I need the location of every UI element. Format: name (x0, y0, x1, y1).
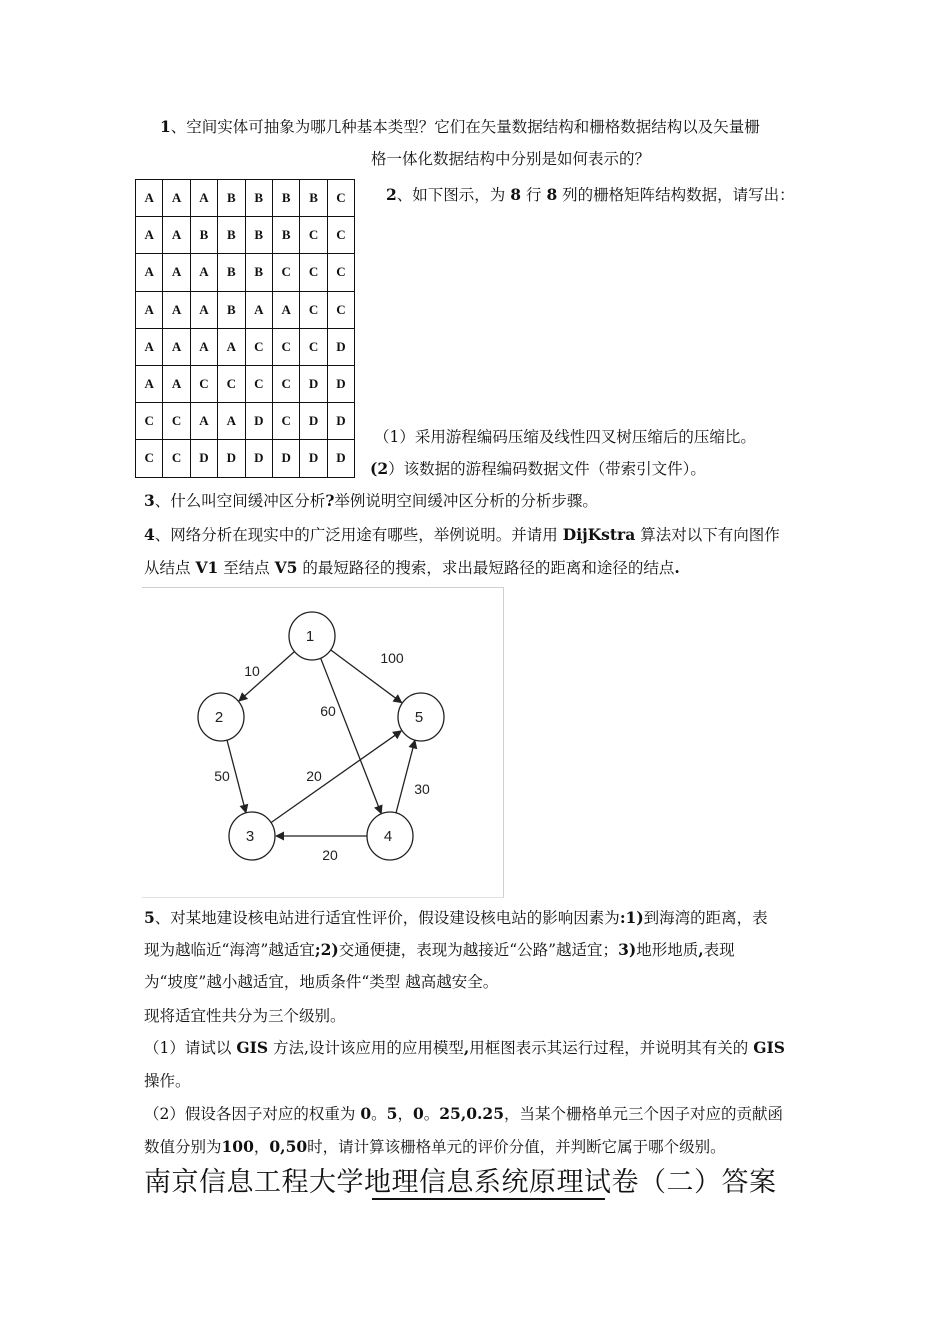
q4-line2: 从结点 V1 至结点 V5 的最短路径的搜索，求出最短路径的距离和途径的结点. (144, 558, 680, 577)
q2-intro: 2、如下图示，为 8 行 8 列的栅格矩阵结构数据，请写出： (386, 185, 795, 204)
grid-cell: A (190, 180, 217, 217)
grid-cell: D (327, 365, 354, 402)
grid-cell: C (327, 217, 354, 254)
q5-line3: 为“坡度”越小越适宜，地质条件“类型 越高越安全。 (144, 973, 499, 991)
grid-cell: C (300, 291, 327, 328)
grid-cell: C (327, 291, 354, 328)
q5-part2-line2: 数值分别为100，0,50时，请计算该栅格单元的评价分值，并判断它属于哪个级别。 (144, 1137, 726, 1156)
grid-cell: A (190, 328, 217, 365)
grid-row (136, 254, 355, 291)
grid-cell: A (136, 254, 163, 291)
grid-cell: B (245, 254, 272, 291)
grid-cell: D (327, 440, 354, 477)
grid-cell: B (272, 217, 299, 254)
grid-cell: B (190, 217, 217, 254)
q5-number: 5 (144, 908, 155, 927)
grid-row (136, 365, 355, 402)
grid-cell: C (245, 365, 272, 402)
grid-row (136, 180, 355, 217)
graph-node-label: 1 (305, 628, 315, 645)
grid-cell: B (300, 180, 327, 217)
grid-cell: A (272, 291, 299, 328)
grid-cell: A (136, 365, 163, 402)
grid-cell: C (272, 403, 299, 440)
grid-row (136, 217, 355, 254)
q5-part2-line1: （2）假设各因子对应的权重为 0。5，0。25,0.25，当某个栅格单元三个因子对应的贡献函 (144, 1104, 783, 1123)
grid-cell: B (245, 217, 272, 254)
grid-cell: C (245, 328, 272, 365)
q1-line2: 格一体化数据结构中分别是如何表示的？ (371, 150, 651, 168)
grid-cell: A (190, 254, 217, 291)
edge-weight-label: 20 (322, 847, 338, 863)
grid-cell: B (218, 254, 245, 291)
grid-cell: D (300, 365, 327, 402)
graph-node-label: 3 (245, 828, 255, 845)
graph-edge-4-5 (396, 740, 415, 814)
q1-number: 1 (160, 117, 171, 136)
grid-cell: A (163, 254, 190, 291)
q5-part1-line2: 操作。 (144, 1072, 191, 1090)
grid-cell: C (136, 440, 163, 477)
grid-cell: C (300, 217, 327, 254)
edge-weight-label: 60 (320, 703, 336, 719)
grid-cell: C (272, 328, 299, 365)
grid-cell: A (190, 291, 217, 328)
grid-cell: B (245, 180, 272, 217)
grid-cell: D (272, 440, 299, 477)
grid-cell: C (190, 365, 217, 402)
grid-cell: C (136, 403, 163, 440)
grid-cell: D (190, 440, 217, 477)
grid-cell: C (272, 365, 299, 402)
grid-cell: A (136, 328, 163, 365)
graph-node-label: 4 (383, 828, 393, 845)
grid-cell: A (163, 291, 190, 328)
q4-line1: 4、网络分析在现实中的广泛用途有哪些，举例说明。并请用 DijKstra 算法对以下有向图作 (144, 525, 780, 544)
grid-cell: B (272, 180, 299, 217)
q5-line2: 现为越临近“海湾”越适宜;2)交通便捷，表现为越接近“公路”越适宜；3)地形地质,表现 (144, 940, 735, 959)
edge-weight-label: 50 (214, 768, 230, 784)
grid-cell: D (245, 440, 272, 477)
q5-line4: 现将适宜性共分为三个级别。 (144, 1007, 346, 1025)
grid-cell: C (327, 180, 354, 217)
grid-cell: C (163, 440, 190, 477)
grid-cell: A (163, 328, 190, 365)
grid-cell: A (163, 180, 190, 217)
q2-sub2: (2）该数据的游程编码数据文件（带索引文件）。 (370, 459, 706, 478)
q3-text: 3、什么叫空间缓冲区分析?举例说明空间缓冲区分析的分析步骤。 (144, 491, 598, 510)
q5-part1-line1: （1）请试以 GIS 方法,设计该应用的应用模型,用框图表示其运行过程，并说明其有关的 GIS (144, 1038, 785, 1057)
graph-node-label: 5 (414, 709, 424, 726)
grid-cell: C (272, 254, 299, 291)
grid-row (136, 291, 355, 328)
q1-line1: 1、空间实体可抽象为哪几种基本类型？它们在矢量数据结构和栅格数据结构以及矢量栅 (160, 117, 760, 136)
grid-cell: C (218, 365, 245, 402)
grid-cell: A (190, 403, 217, 440)
directed-graph (142, 588, 503, 897)
answer-title: 南京信息工程大学地理信息系统原理试卷（二）答案 (144, 1167, 777, 1198)
grid-cell: C (163, 403, 190, 440)
q5-line1: 5、对某地建设核电站进行适宜性评价，假设建设核电站的影响因素为:1)到海湾的距离，表 (144, 908, 768, 927)
grid-cell: A (136, 291, 163, 328)
grid-cell: D (327, 328, 354, 365)
q3-number: 3 (144, 491, 155, 510)
edge-weight-label: 30 (414, 781, 430, 797)
grid-cell: C (300, 254, 327, 291)
q4-number: 4 (144, 525, 155, 544)
directed-graph-figure (142, 587, 504, 898)
graph-edge-3-5 (271, 731, 402, 823)
grid-cell: B (218, 217, 245, 254)
grid-cell: A (218, 403, 245, 440)
grid-row (136, 328, 355, 365)
grid-cell: D (300, 403, 327, 440)
grid-cell: A (163, 217, 190, 254)
grid-cell: A (136, 180, 163, 217)
grid-row (136, 403, 355, 440)
grid-cell: B (218, 180, 245, 217)
edge-weight-label: 100 (380, 650, 404, 666)
edge-weight-label: 20 (306, 768, 322, 784)
grid-cell: D (218, 440, 245, 477)
grid-cell: D (300, 440, 327, 477)
grid-cell: A (218, 328, 245, 365)
raster-grid (135, 179, 355, 478)
title-underline (372, 1198, 605, 1200)
q2-sub1: （1）采用游程编码压缩及线性四叉树压缩后的压缩比。 (374, 428, 756, 446)
grid-cell: A (136, 217, 163, 254)
grid-cell: D (327, 403, 354, 440)
grid-cell: B (218, 291, 245, 328)
q2-number: 2 (386, 185, 397, 204)
grid-cell: C (327, 254, 354, 291)
grid-row (136, 440, 355, 477)
edge-weight-label: 10 (244, 663, 260, 679)
grid-cell: C (300, 328, 327, 365)
grid-cell: D (245, 403, 272, 440)
grid-cell: A (245, 291, 272, 328)
graph-node-label: 2 (214, 709, 224, 726)
grid-cell: A (163, 365, 190, 402)
